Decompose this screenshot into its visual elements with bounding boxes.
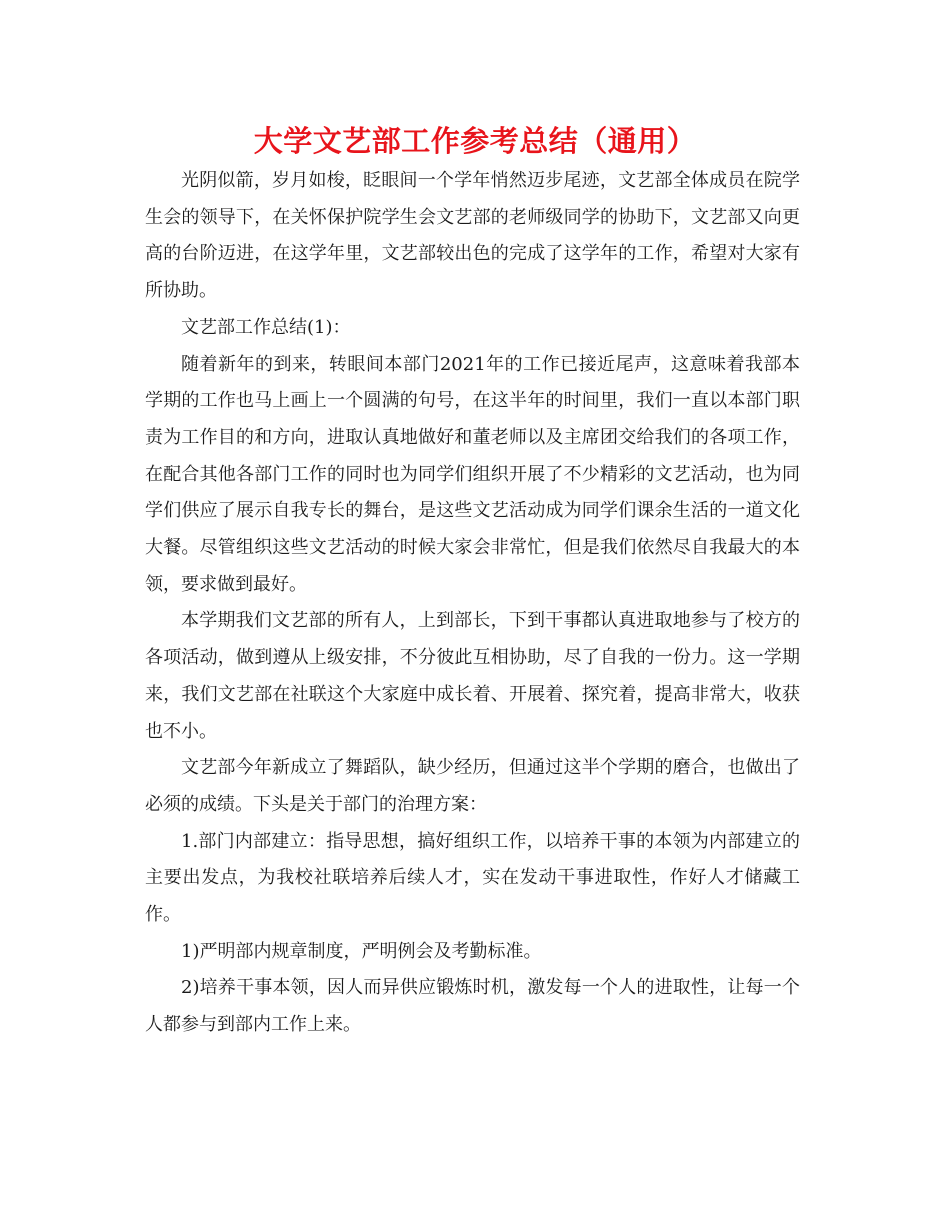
paragraph: 2)培养干事本领，因人而异供应锻炼时机，激发每一个人的进取性，让每一个人都参与到部内工作上来。 xyxy=(145,977,800,1036)
paragraph: 文艺部工作总结(1)： xyxy=(181,316,351,338)
paragraph: 光阴似箭，岁月如梭，眨眼间一个学年悄然迈步尾迹，文艺部全体成员在院学生会的领导下，在关怀保护院学生会文艺部的老师级同学的协助下，文艺部又向更高的台阶迈进，在这学年里，文艺部较出色的完成了这学年的工作，希望对大家有所协助。 xyxy=(145,170,800,302)
document-body xyxy=(145,163,800,1044)
paragraph: 文艺部今年新成立了舞蹈队，缺少经历，但通过这半个学期的磨合，也做出了必须的成绩。下头是关于部门的治理方案： xyxy=(145,757,800,815)
paragraph: 本学期我们文艺部的所有人，上到部长，下到干事都认真进取地参与了校方的各项活动，做到遵从上级安排，不分彼此互相协助，尽了自我的一份力。这一学期来，我们文艺部在社联这个大家庭中成长着、开展着、探究着，提高非常大，收获也不小。 xyxy=(145,610,800,742)
document-title: 大学文艺部工作参考总结（通用） xyxy=(253,124,697,158)
paragraph: 1.部门内部建立：指导思想，搞好组织工作，以培养干事的本领为内部建立的主要出发点，为我校社联培养后续人才，实在发动干事进取性，作好人才储藏工作。 xyxy=(145,830,800,926)
paragraph: 随着新年的到来，转眼间本部门2021年的工作已接近尾声，这意味着我部本学期的工作也马上画上一个圆满的句号，在这半年的时间里，我们一直以本部门职责为工作目的和方向，进取认真地做好和董老师以及主席团交给我们的各项工作，在配合其他各部门工作的同时也为同学们组织开展了不少精彩的文艺活动，也为同学们供应了展示自我专长的舞台，是这些文艺活动成为同学们课余生活的一道文化大餐。尽管组织这些文艺活动的时候大家会非常忙，但是我们依然尽自我最大的本领，要求做到最好。 xyxy=(145,353,800,595)
paragraph: 1)严明部内规章制度，严明例会及考勤标准。 xyxy=(181,940,542,962)
